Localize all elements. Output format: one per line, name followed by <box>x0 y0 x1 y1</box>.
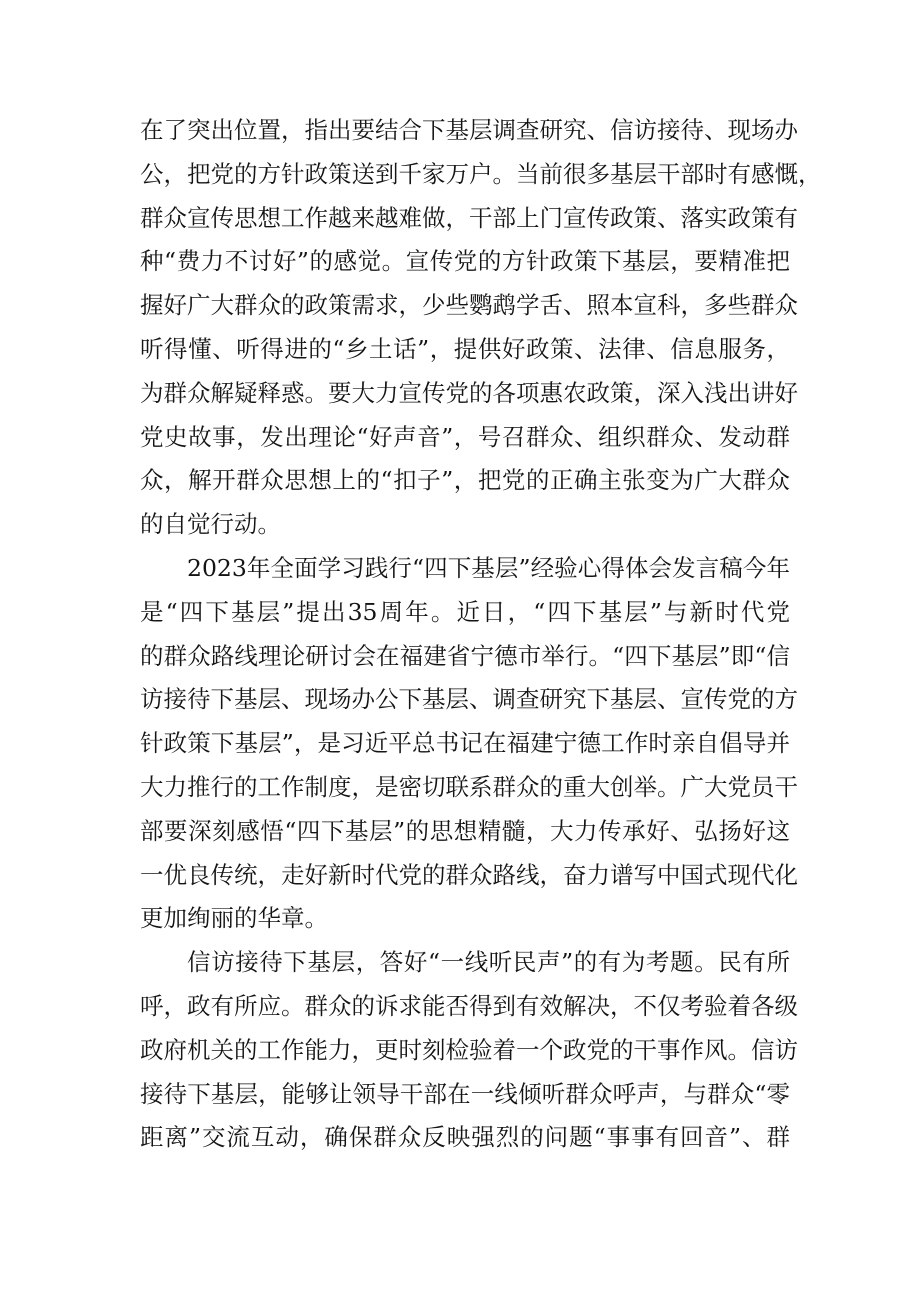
paragraph-3 <box>140 941 798 1160</box>
text-line: 群众宣传思想工作越来越难做，干部上门宣传政策、落实政策有 <box>140 203 798 232</box>
text-line: 2023年全面学习践行“四下基层”经验心得体会发言稿今年 <box>187 553 790 582</box>
text-line: 的群众路线理论研讨会在福建省宁德市举行。“四下基层”即“信 <box>140 641 790 670</box>
text-line: 信访接待下基层，答好“一线听民声”的有为考题。民有所 <box>187 948 790 977</box>
text-line: 一优良传统，走好新时代党的群众路线，奋力谱写中国式现代化 <box>140 860 798 889</box>
text-line: 访接待下基层、现场办公下基层、调查研究下基层、宣传党的方 <box>140 685 798 714</box>
text-line: 公，把党的方针政策送到千家万户。当前很多基层干部时有感慨， <box>140 159 822 188</box>
text-line: 距离”交流互动，确保群众反映强烈的问题“事事有回音”、群 <box>140 1123 790 1152</box>
text-line: 呼，政有所应。群众的诉求能否得到有效解决，不仅考验着各级 <box>140 991 798 1020</box>
text-line: 针政策下基层”，是习近平总书记在福建宁德工作时亲自倡导并 <box>140 729 790 758</box>
document-body <box>140 109 822 1160</box>
text-line: 是“四下基层”提出35周年。近日，“四下基层”与新时代党 <box>140 597 790 626</box>
text-line: 党史故事，发出理论“好声音”，号召群众、组织群众、发动群 <box>140 422 790 451</box>
text-line: 的自觉行动。 <box>140 510 281 539</box>
text-line: 种“费力不讨好”的感觉。宣传党的方针政策下基层，要精准把 <box>140 247 790 276</box>
text-line: 更加绚丽的华章。 <box>140 904 328 933</box>
text-line: 大力推行的工作制度，是密切联系群众的重大创举。广大党员干 <box>140 772 798 801</box>
paragraph-2 <box>140 547 798 941</box>
text-line: 众，解开群众思想上的“扣子”，把党的正确主张变为广大群众 <box>140 466 790 495</box>
text-line: 握好广大群众的政策需求，少些鹦鹉学舌、照本宣科，多些群众 <box>140 291 798 320</box>
text-line: 在了突出位置，指出要结合下基层调查研究、信访接待、现场办 <box>140 116 798 144</box>
text-line: 政府机关的工作能力，更时刻检验着一个政党的干事作风。信访 <box>140 1035 798 1064</box>
text-line: 听得懂、听得进的“乡土话”，提供好政策、法律、信息服务， <box>140 334 790 363</box>
text-line: 部要深刻感悟“四下基层”的思想精髓，大力传承好、弘扬好这 <box>140 816 790 845</box>
paragraph-1 <box>140 109 822 547</box>
text-line: 接待下基层，能够让领导干部在一线倾听群众呼声，与群众“零 <box>140 1079 790 1108</box>
text-line: 为群众解疑释惑。要大力宣传党的各项惠农政策，深入浅出讲好 <box>140 378 798 407</box>
